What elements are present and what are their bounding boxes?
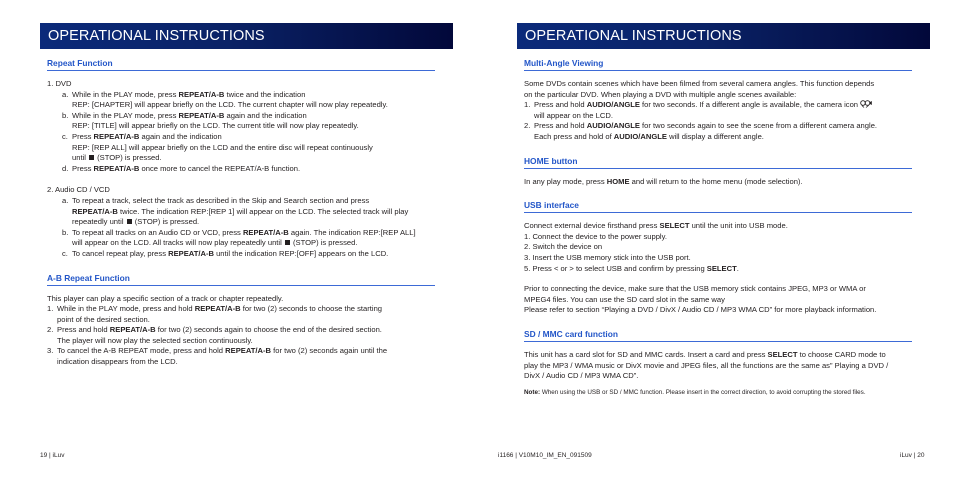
ab-repeat-title: A-B Repeat Function: [47, 273, 435, 286]
list-marker: b.: [62, 227, 69, 237]
ab-item-3: [47, 346, 435, 367]
sd-para-2: play the MP3 / WMA music or DivX movie and JPEG files, all the functions are the same as” Playing a DVD /: [524, 360, 889, 370]
dvd-item-c: [47, 132, 435, 164]
usb-line-5: 5. Press < or > to select USB and confirm by pressing SELECT.: [524, 263, 739, 273]
list-text: Press REPEAT/A-B once more to cancel the REPEAT/A-B function.: [72, 163, 301, 173]
usb-para-1: Prior to connecting the device, make sure that the USB memory stick contains JPEG, MP3 or WMA or: [524, 284, 866, 294]
stop-square-icon: [285, 240, 290, 245]
usb-line-3: 2. Switch the device on: [524, 242, 603, 252]
cd-item-a: [47, 196, 435, 228]
list-marker: 1.: [47, 304, 54, 314]
list-marker: 1.: [524, 100, 531, 110]
usb-line-2: 1. Connect the device to the power supply.: [524, 231, 667, 241]
usb-para-2: MPEG4 files. You can use the SD card slot in the same way: [524, 294, 725, 304]
list-marker: a.: [62, 195, 69, 205]
cd-item-b: [47, 228, 435, 249]
left-page-footer: 19 | iLuv: [40, 452, 65, 459]
list-text: Press REPEAT/A-B again and the indication REP: [REP ALL] will appear briefly on the LCD and the entire disc will repeat continuously until (STOP) is pressed.: [72, 131, 373, 163]
list-marker: 3.: [47, 346, 54, 356]
right-page-banner: OPERATIONAL INSTRUCTIONS: [517, 23, 930, 49]
audio-cd-heading: 2. Audio CD / VCD: [47, 185, 110, 195]
dvd-item-b: [47, 111, 435, 132]
sd-para-3: DivX / Audio CD / MP3 WMA CD”.: [524, 371, 639, 381]
multi-angle-item-1: [524, 100, 912, 121]
usb-para-3: Please refer to section “Playing a DVD / DivX / Audio CD / MP3 WMA CD” for more playback information.: [524, 305, 877, 315]
home-button-title: HOME button: [524, 156, 912, 169]
usb-line-1: Connect external device firsthand press SELECT until the unit into USB mode.: [524, 221, 788, 231]
list-marker: b.: [62, 110, 69, 120]
right-page-footer: iLuv | 20: [900, 452, 925, 459]
ab-intro: This player can play a specific section of a track or chapter repeatedly.: [47, 293, 284, 303]
list-text: While in the PLAY mode, press REPEAT/A-B twice and the indication REP: [CHAPTER] will appear briefly on the LCD. The current chapter will now play repeatedly.: [72, 89, 388, 110]
list-text: To cancel repeat play, press REPEAT/A-B until the indication REP:[OFF] appears on the LCD.: [72, 248, 389, 258]
list-marker: 2.: [47, 325, 54, 335]
document-code-footer: i1166 | V10M10_IM_EN_091509: [498, 452, 592, 459]
multi-angle-item-2: [524, 121, 912, 142]
ab-item-2: [47, 325, 435, 346]
multi-angle-para-2: on the particular DVD. When playing a DVD with multiple angle scenes available:: [524, 89, 797, 99]
list-text: While in the PLAY mode, press REPEAT/A-B again and the indication REP: [TITLE] will appear briefly on the LCD. The current title will now play repeatedly.: [72, 110, 359, 131]
list-marker: 2.: [524, 121, 531, 131]
list-marker: d.: [62, 163, 69, 173]
cd-item-c: [47, 249, 435, 260]
list-text: Press and hold AUDIO/ANGLE for two seconds again to see the scene from a different camera angle. Each press and hold of AUDIO/ANGLE will display a different angle.: [534, 121, 878, 141]
list-text: Press and hold REPEAT/A-B for two (2) seconds again to choose the end of the desired section. The player will now play the selected section continuously.: [57, 325, 382, 345]
stop-square-icon: [89, 155, 94, 160]
left-arrow-icon: <: [553, 263, 559, 273]
list-text: While in the PLAY mode, press and hold REPEAT/A-B for two (2) seconds to choose the starting point of the desired section.: [57, 304, 383, 324]
right-page-column: [524, 58, 912, 397]
usb-line-4: 3. Insert the USB memory stick into the USB port.: [524, 252, 691, 262]
list-text: To cancel the A-B REPEAT mode, press and hold REPEAT/A-B for two (2) seconds again until the indication disappears from the LCD.: [57, 346, 388, 367]
ab-item-1: [47, 304, 435, 325]
sd-mmc-title: SD / MMC card function: [524, 329, 912, 342]
list-text: To repeat all tracks on an Audio CD or VCD, press REPEAT/A-B again. The indication REP:[REP ALL] will appear on the LCD. All tracks will now play repeatedly until (STOP) is pressed.: [72, 227, 416, 248]
dvd-item-d: [47, 164, 435, 175]
left-page-banner: OPERATIONAL INSTRUCTIONS: [40, 23, 453, 49]
camera-angle-icon: [860, 100, 872, 108]
list-text: To repeat a track, select the track as described in the Skip and Search section and press REPEAT/A-B twice. The indication REP:[REP 1] will appear on the LCD. The selected track will play repeatedly until (STOP) is pressed.: [72, 195, 409, 227]
right-arrow-icon: >: [569, 263, 574, 273]
home-button-para: In any play mode, press HOME and will return to the home menu (mode selection).: [524, 176, 803, 186]
list-text: Press and hold AUDIO/ANGLE for two seconds. If a different angle is available, the camera icon will appear on the LCD.: [534, 100, 912, 121]
list-marker: c.: [62, 131, 68, 141]
sd-para-1: This unit has a card slot for SD and MMC cards. Insert a card and press SELECT to choose CARD mode to: [524, 349, 886, 359]
multi-angle-para-1: Some DVDs contain scenes which have been filmed from several camera angles. This function depends: [524, 79, 875, 88]
left-page-column: [47, 58, 435, 368]
list-marker: c.: [62, 248, 68, 258]
repeat-function-title: Repeat Function: [47, 58, 435, 71]
stop-square-icon: [127, 219, 132, 224]
usb-interface-title: USB interface: [524, 200, 912, 213]
dvd-heading: 1. DVD: [47, 79, 72, 88]
multi-angle-title: Multi-Angle Viewing: [524, 58, 912, 71]
dvd-item-a: [47, 90, 435, 111]
sd-note: Note: When using the USB or SD / MMC function. Please insert in the correct direction, to avoid corrupting the stored files.: [524, 388, 866, 396]
list-marker: a.: [62, 89, 69, 99]
